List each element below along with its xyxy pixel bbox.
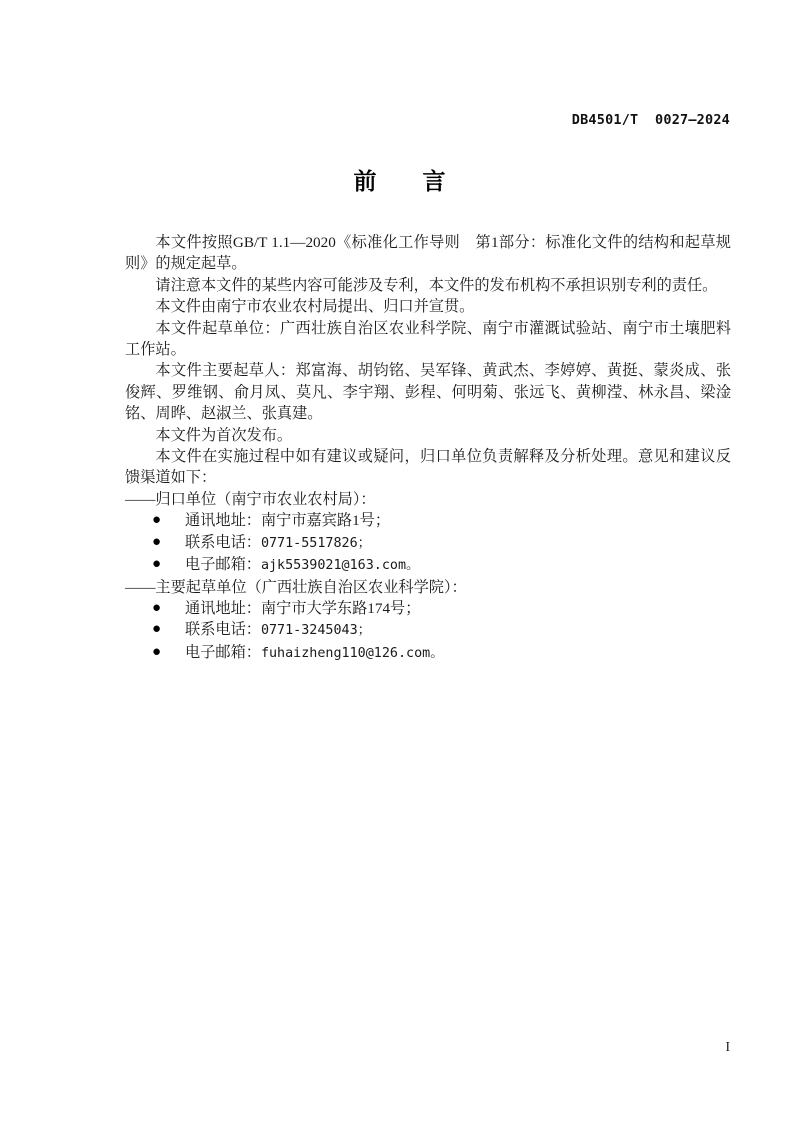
contact-list-1 bbox=[125, 510, 731, 576]
list-item bbox=[125, 554, 731, 576]
contact-value: 南宁市嘉宾路1号； bbox=[260, 512, 391, 530]
contact-label: 通讯地址： bbox=[185, 512, 261, 530]
paragraph-patent-notice: 请注意本文件的某些内容可能涉及专利，本文件的发布机构不承担识别专利的责任。 bbox=[155, 276, 718, 294]
bullet-icon: ● bbox=[152, 533, 162, 550]
contact-label: 电子邮箱： bbox=[185, 556, 261, 574]
list-item bbox=[125, 619, 731, 641]
contact-label: 电子邮箱： bbox=[185, 643, 261, 661]
list-item bbox=[125, 510, 731, 531]
foreword-body bbox=[125, 232, 731, 664]
contact-label: 联系电话： bbox=[185, 621, 261, 639]
list-item bbox=[125, 598, 731, 619]
paragraph-drafting-units: 本文件起草单位：广西壮族自治区农业科学院、南宁市灌溉试验站、南宁市土壤肥料工作站。 bbox=[125, 319, 731, 359]
contact-value: 0771-3245043； bbox=[260, 623, 372, 639]
paragraph-proposing-body: 本文件由南宁市农业农村局提出、归口并宣贯。 bbox=[155, 298, 475, 316]
bullet-icon: ● bbox=[152, 556, 162, 573]
contact-value: 南宁市大学东路174号； bbox=[260, 599, 421, 617]
contact-value: 0771-5517826； bbox=[260, 535, 372, 551]
contact-block-heading-1: ——归口单位（南宁市农业农村局）： bbox=[125, 490, 376, 508]
list-item bbox=[125, 642, 731, 664]
standard-number: DB4501/T 0027—2024 bbox=[571, 112, 730, 128]
bullet-icon: ● bbox=[152, 599, 162, 616]
list-item bbox=[125, 532, 731, 554]
contact-label: 通讯地址： bbox=[185, 599, 261, 617]
contact-value: ajk5539021@163.com。 bbox=[260, 558, 420, 574]
paragraph-drafters: 本文件主要起草人：郑富海、胡钧铭、吴军锋、黄武杰、李婷婷、黄挺、蒙炎成、张俊辉、罗维钢、俞月凤、莫凡、李宇翔、彭程、何明菊、张远飞、黄柳滢、林永昌、梁淦铭、周晔、赵淑兰、张真建。 bbox=[125, 362, 731, 423]
bullet-icon: ● bbox=[152, 512, 162, 529]
footer-page-number: I bbox=[725, 1039, 730, 1054]
paragraph-scope: 本文件按照GB/T 1.1—2020《标准化工作导则 第1部分：标准化文件的结构和起草规则》的规定起草。 bbox=[125, 234, 731, 273]
contact-label: 联系电话： bbox=[185, 533, 261, 551]
bullet-icon: ● bbox=[152, 621, 162, 638]
contact-value: fuhaizheng110@126.com。 bbox=[260, 645, 444, 661]
page-title: 前 言 bbox=[353, 169, 447, 195]
running-header bbox=[70, 96, 730, 144]
paragraph-first-release: 本文件为首次发布。 bbox=[155, 426, 293, 444]
contact-block-heading-2: ——主要起草单位（广西壮族自治区农业科学院）： bbox=[125, 578, 467, 596]
bullet-icon: ● bbox=[152, 643, 162, 660]
contact-list-2 bbox=[125, 598, 731, 664]
paragraph-feedback-intro: 本文件在实施过程中如有建议或疑问，归口单位负责解释及分析处理。意见和建议反馈渠道如下： bbox=[125, 448, 731, 487]
